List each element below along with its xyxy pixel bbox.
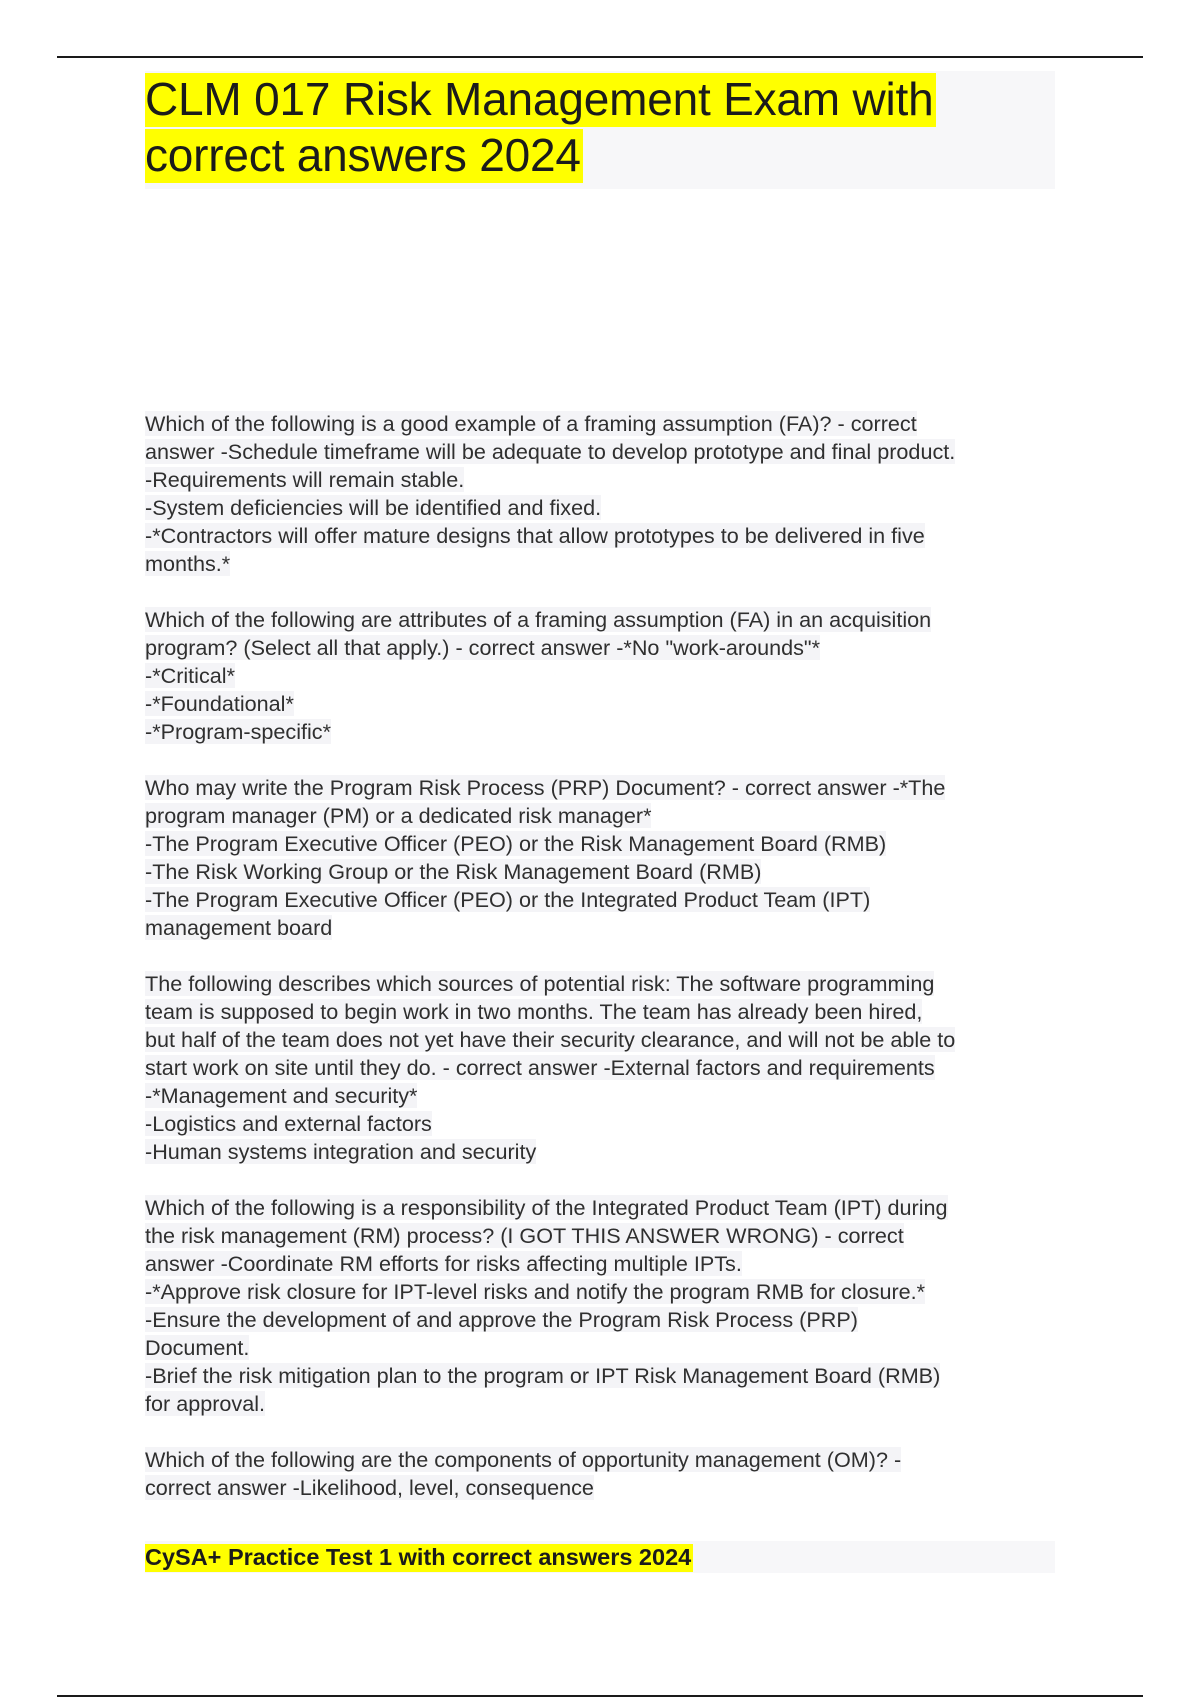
question-line	[145, 1278, 1060, 1306]
title-line-2: correct answers 2024	[145, 129, 581, 181]
next-document-title	[145, 1541, 1055, 1573]
question-line	[145, 550, 1060, 578]
question-2	[145, 606, 1060, 746]
question-text: -*Critical*	[145, 663, 235, 688]
question-line	[145, 1222, 1060, 1250]
title-block	[145, 71, 1055, 189]
question-line	[145, 970, 1060, 998]
question-text: -*Approve risk closure for IPT-level risks and notify the program RMB for closure.*	[145, 1279, 926, 1304]
question-5	[145, 1194, 1060, 1418]
question-line	[145, 1194, 1060, 1222]
question-text: program manager (PM) or a dedicated risk manager*	[145, 803, 652, 828]
question-text: Which of the following are attributes of a framing assumption (FA) in an acquisition	[145, 607, 932, 632]
question-text: -Logistics and external factors	[145, 1111, 432, 1136]
question-line	[145, 1362, 1060, 1390]
question-text: -The Program Executive Officer (PEO) or the Integrated Product Team (IPT)	[145, 887, 871, 912]
question-line	[145, 1250, 1060, 1278]
question-text: correct answer -Likelihood, level, consequence	[145, 1475, 594, 1500]
top-rule	[57, 56, 1143, 58]
question-line	[145, 830, 1060, 858]
question-line	[145, 1334, 1060, 1362]
question-line	[145, 522, 1060, 550]
question-line	[145, 1306, 1060, 1334]
question-3	[145, 774, 1060, 942]
question-text: Which of the following is a responsibility of the Integrated Product Team (IPT) during	[145, 1195, 948, 1220]
question-line	[145, 1390, 1060, 1418]
question-text: team is supposed to begin work in two months. The team has already been hired,	[145, 999, 923, 1024]
question-text: -Ensure the development of and approve the Program Risk Process (PRP)	[145, 1307, 858, 1332]
questions-list	[145, 410, 1060, 1530]
question-line	[145, 1110, 1060, 1138]
question-line	[145, 1138, 1060, 1166]
question-text: -The Program Executive Officer (PEO) or the Risk Management Board (RMB)	[145, 831, 887, 856]
question-4	[145, 970, 1060, 1166]
question-text: Document.	[145, 1335, 250, 1360]
question-line	[145, 438, 1060, 466]
question-text: Who may write the Program Risk Process (PRP) Document? - correct answer -*The	[145, 775, 946, 800]
question-line	[145, 774, 1060, 802]
question-text: -*Program-specific*	[145, 719, 331, 744]
question-text: answer -Coordinate RM efforts for risks affecting multiple IPTs.	[145, 1251, 742, 1276]
question-line	[145, 466, 1060, 494]
question-line	[145, 802, 1060, 830]
question-text: the risk management (RM) process? (I GOT THIS ANSWER WRONG) - correct	[145, 1223, 904, 1248]
question-line	[145, 606, 1060, 634]
question-text: start work on site until they do. - correct answer -External factors and requirements	[145, 1055, 935, 1080]
question-line	[145, 1446, 1060, 1474]
question-text: for approval.	[145, 1391, 266, 1416]
question-line	[145, 858, 1060, 886]
question-text: answer -Schedule timeframe will be adequate to develop prototype and final product.	[145, 439, 956, 464]
question-line	[145, 1054, 1060, 1082]
question-text: -The Risk Working Group or the Risk Management Board (RMB)	[145, 859, 762, 884]
question-line	[145, 914, 1060, 942]
question-text: -*Management and security*	[145, 1083, 418, 1108]
question-text: program? (Select all that apply.) - correct answer -*No "work-arounds"*	[145, 635, 820, 660]
title-line-1: CLM 017 Risk Management Exam with	[145, 73, 934, 125]
question-text: Which of the following is a good example of a framing assumption (FA)? - correct	[145, 411, 917, 436]
question-text: months.*	[145, 551, 231, 576]
question-line	[145, 494, 1060, 522]
question-text: -*Foundational*	[145, 691, 294, 716]
question-text: but half of the team does not yet have their security clearance, and will not be able to	[145, 1027, 956, 1052]
question-text: The following describes which sources of potential risk: The software programming	[145, 971, 935, 996]
question-line	[145, 998, 1060, 1026]
question-text: -Human systems integration and security	[145, 1139, 537, 1164]
footer-title-text: CySA+ Practice Test 1 with correct answers 2024	[145, 1544, 692, 1570]
question-line	[145, 1026, 1060, 1054]
question-line	[145, 634, 1060, 662]
question-text: -System deficiencies will be identified and fixed.	[145, 495, 602, 520]
question-text: management board	[145, 915, 333, 940]
question-1	[145, 410, 1060, 578]
footer-block	[145, 1541, 1055, 1573]
question-line	[145, 1474, 1060, 1502]
question-line	[145, 1082, 1060, 1110]
question-text: -Requirements will remain stable.	[145, 467, 465, 492]
question-line	[145, 718, 1060, 746]
question-text: -Brief the risk mitigation plan to the program or IPT Risk Management Board (RMB)	[145, 1363, 941, 1388]
document-title	[145, 71, 1055, 183]
question-6	[145, 1446, 1060, 1502]
question-line	[145, 410, 1060, 438]
bottom-rule	[57, 1695, 1143, 1697]
question-line	[145, 690, 1060, 718]
question-text: -*Contractors will offer mature designs that allow prototypes to be delivered in five	[145, 523, 925, 548]
question-text: Which of the following are the components of opportunity management (OM)? -	[145, 1447, 902, 1472]
question-line	[145, 886, 1060, 914]
question-line	[145, 662, 1060, 690]
